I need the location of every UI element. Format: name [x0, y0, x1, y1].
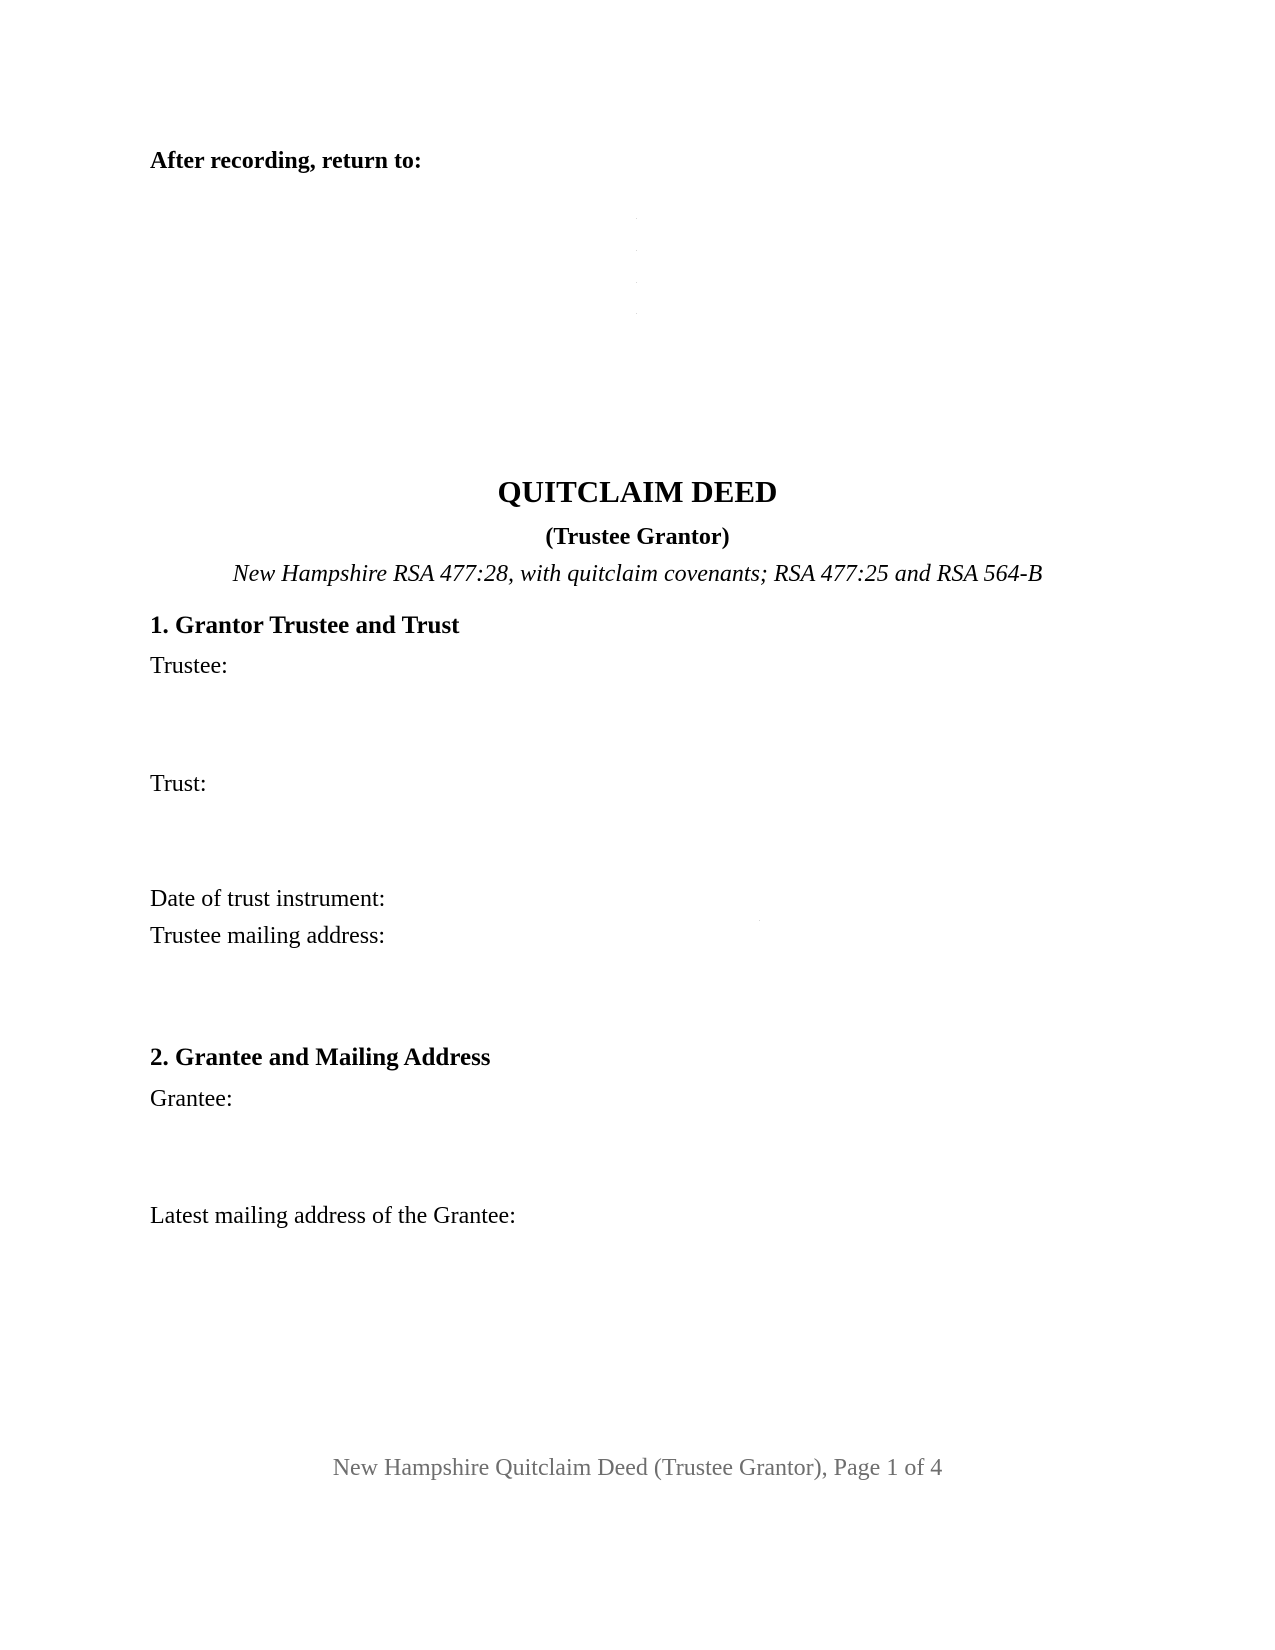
page-footer: New Hampshire Quitclaim Deed (Trustee Grantor), Page 1 of 4 [332, 1455, 943, 1481]
faint-mark [759, 920, 760, 921]
faint-mark [636, 282, 637, 283]
trust-label: Trust: [150, 771, 207, 797]
document-title: QUITCLAIM DEED [497, 474, 778, 509]
grantee-mailing-address-label: Latest mailing address of the Grantee: [150, 1203, 516, 1229]
statute-reference: New Hampshire RSA 477:28, with quitclaim covenants; RSA 477:25 and RSA 564-B [232, 561, 1043, 587]
document-subtitle: (Trustee Grantor) [545, 524, 730, 550]
faint-mark [636, 250, 637, 251]
date-of-trust-label: Date of trust instrument: [150, 886, 386, 912]
trustee-label: Trustee: [150, 653, 228, 679]
section-2-heading: 2. Grantee and Mailing Address [150, 1044, 491, 1071]
section-1-heading: 1. Grantor Trustee and Trust [150, 612, 460, 639]
return-address-label: After recording, return to: [150, 148, 422, 174]
trustee-mailing-address-label: Trustee mailing address: [150, 923, 386, 949]
grantee-label: Grantee: [150, 1086, 233, 1112]
faint-mark [636, 313, 637, 314]
faint-mark [636, 218, 637, 219]
